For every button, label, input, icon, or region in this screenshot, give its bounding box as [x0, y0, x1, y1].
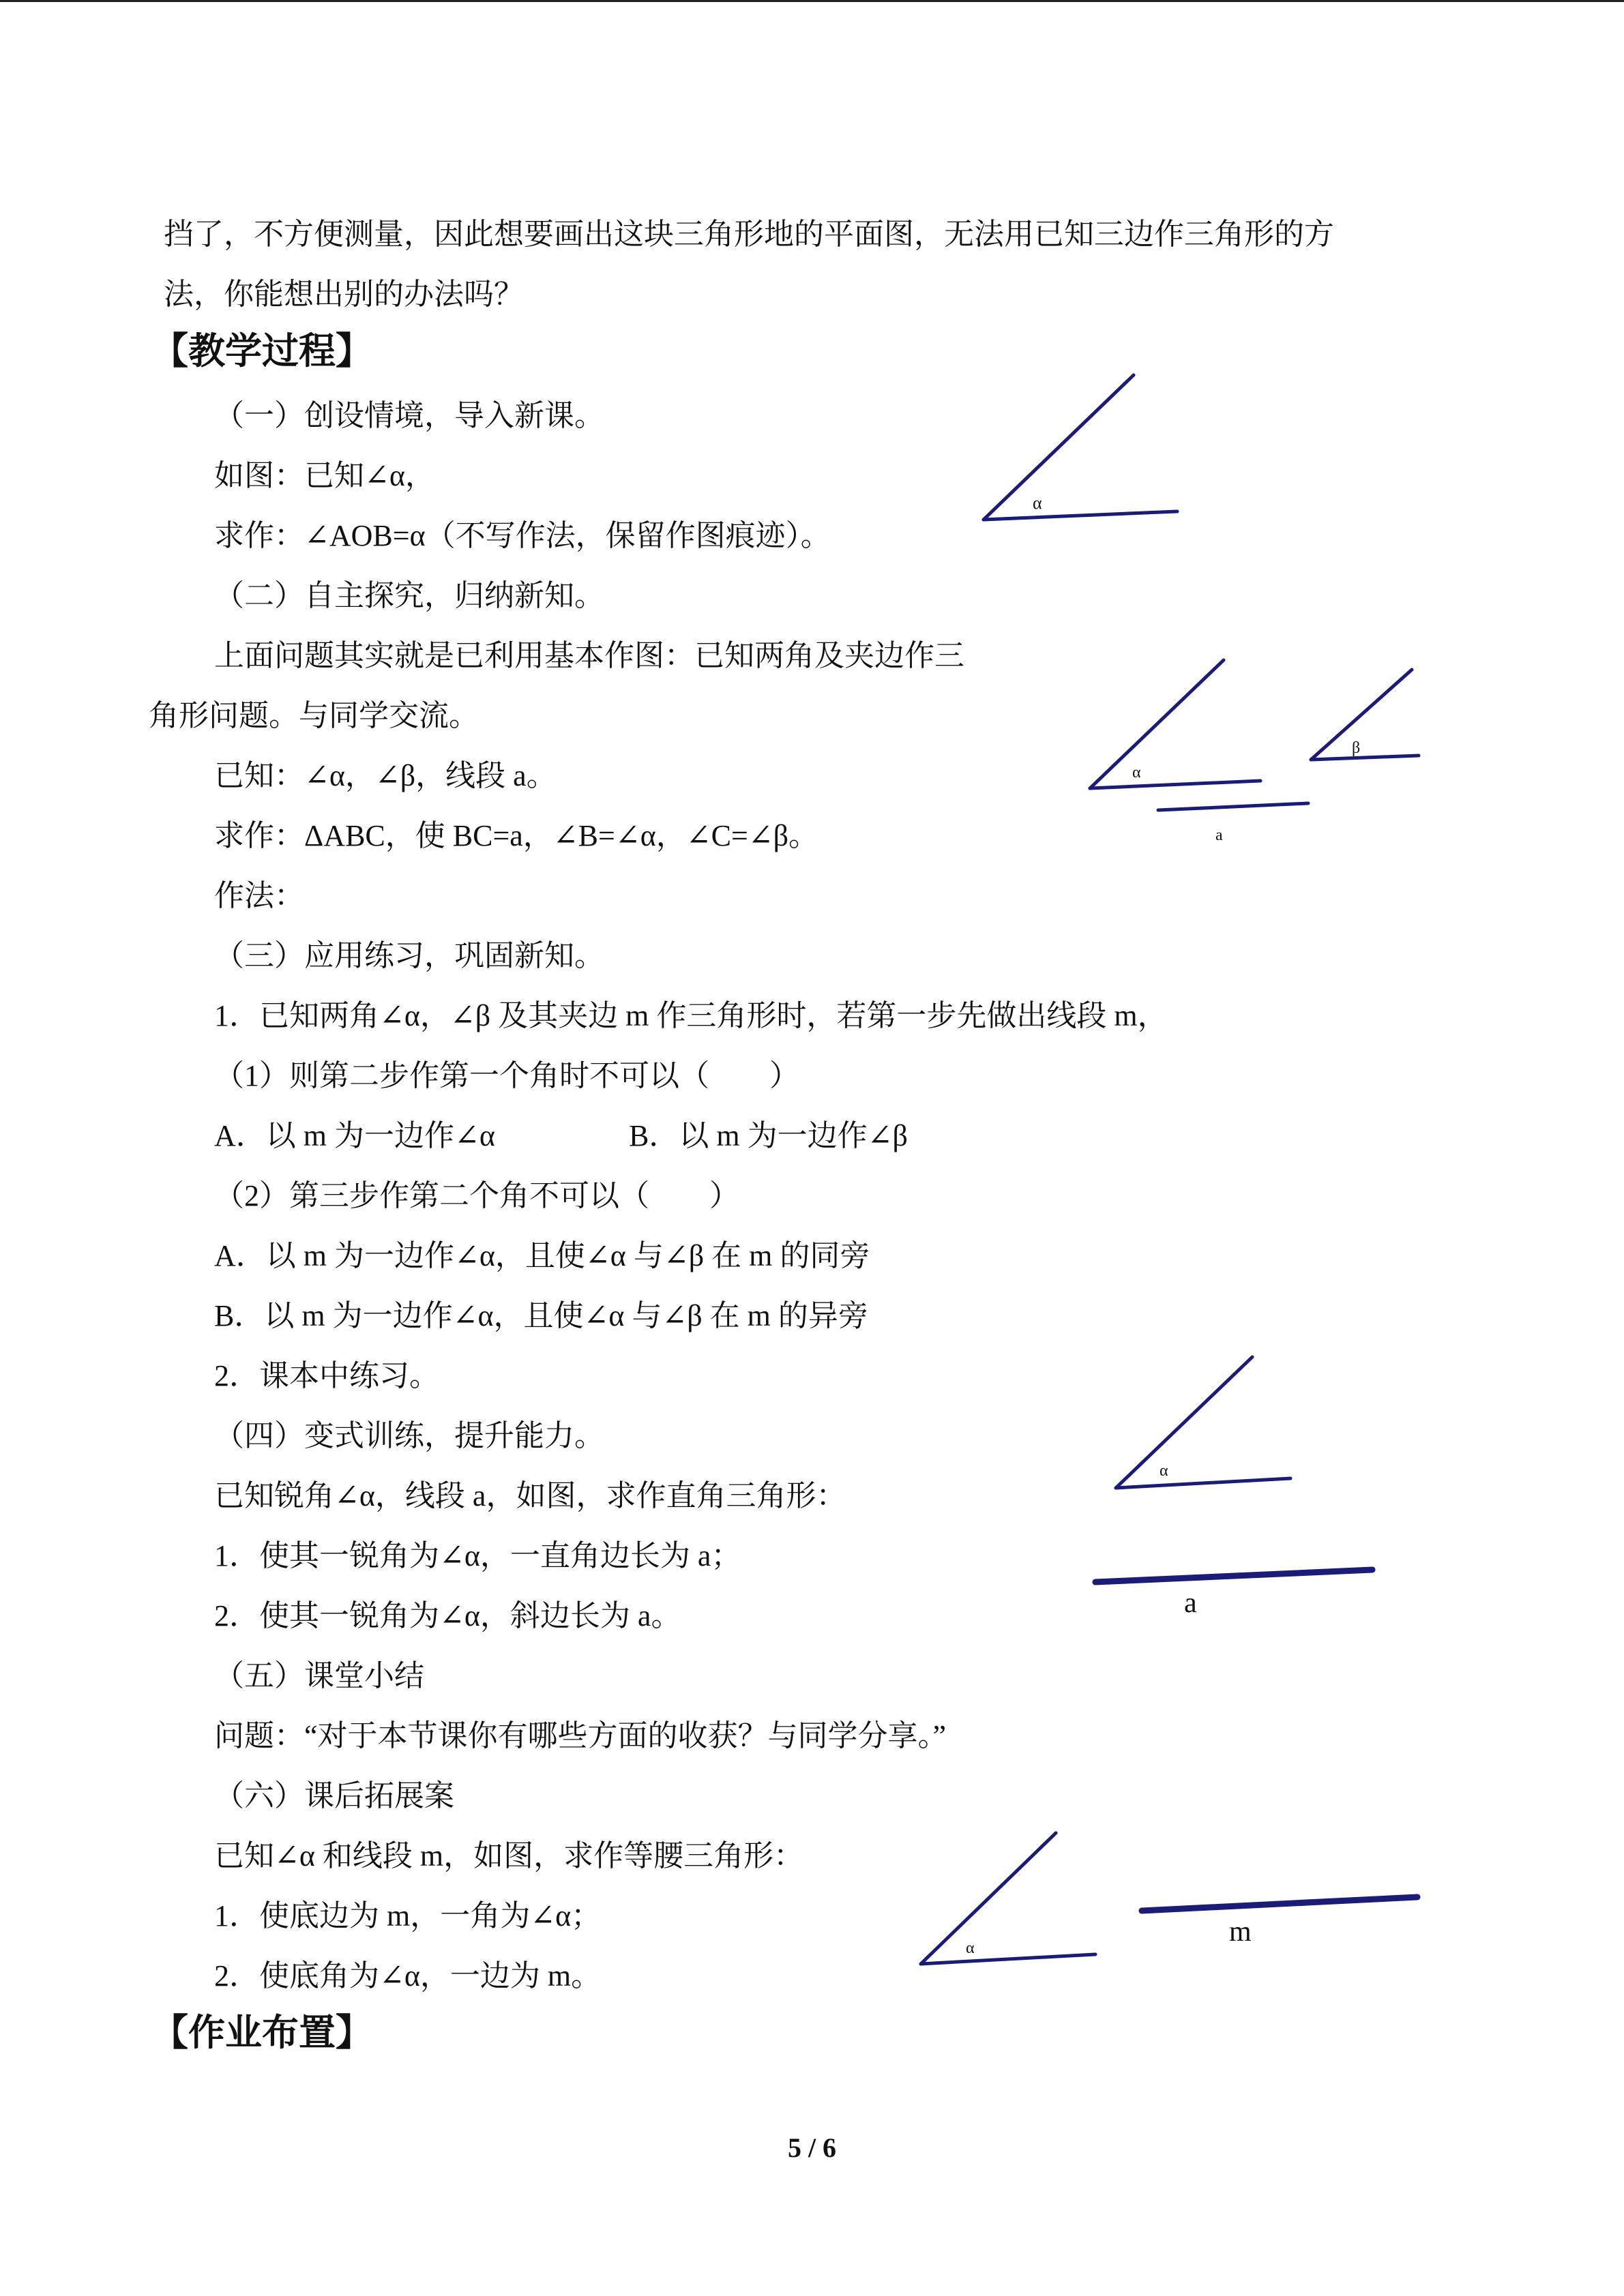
section6-item-2: 2．使底角为∠α，一边为 m。 — [214, 1959, 602, 1993]
heading-teaching-process: 【教学过程】 — [151, 329, 372, 372]
fig2-beta-label: β — [1352, 739, 1361, 757]
fig2-segment-a — [1158, 803, 1308, 810]
section5-question: 问题：“对于本节课你有哪些方面的收获？与同学分享。” — [214, 1719, 947, 1753]
section3-title: （三）应用练习，巩固新知。 — [214, 939, 604, 972]
fig2-beta-upper — [1311, 670, 1412, 760]
section3-question-1: 1．已知两角∠α，∠β 及其夹边 m 作三角形时，若第一步先做出线段 m， — [214, 999, 1168, 1032]
fig4-segment-label: m — [1229, 1916, 1252, 1948]
section2-title: （二）自主探究，归纳新知。 — [214, 579, 604, 612]
section5-title: （五）课堂小结 — [214, 1659, 424, 1693]
section2-task: 求作：ΔABC，使 BC=a，∠B=∠α，∠C=∠β。 — [214, 819, 819, 852]
figure-2 — [1090, 660, 1419, 810]
section2-given: 已知：∠α，∠β，线段 a。 — [214, 759, 557, 792]
fig1-ray-lower — [984, 511, 1177, 520]
option-1-b: B．以 m 为一边作∠β — [629, 1119, 908, 1152]
section1-given: 如图：已知∠α， — [214, 459, 435, 492]
section2-text-2: 角形问题。与同学交流。 — [149, 699, 479, 732]
section1-title: （一）创设情境，导入新课。 — [214, 399, 604, 432]
intro-line-2: 法，你能想出别的办法吗？ — [164, 278, 524, 311]
heading-homework: 【作业布置】 — [151, 2011, 372, 2054]
section6-given: 已知∠α 和线段 m，如图，求作等腰三角形： — [214, 1839, 804, 1873]
fig3-alpha-lower — [1116, 1478, 1290, 1488]
fig2-beta-lower — [1311, 756, 1419, 760]
section4-item-1: 1．使其一锐角为∠α，一直角边长为 a； — [214, 1539, 741, 1572]
fig2-alpha-lower — [1090, 781, 1260, 788]
section4-title: （四）变式训练，提升能力。 — [214, 1419, 604, 1452]
fig3-segment-label: a — [1184, 1587, 1197, 1619]
section4-item-2: 2．使其一锐角为∠α，斜边长为 a。 — [214, 1599, 681, 1632]
fig2-segment-label: a — [1215, 826, 1223, 844]
section4-given: 已知锐角∠α，线段 a，如图，求作直角三角形： — [214, 1479, 846, 1512]
section6-title: （六）课后拓展案 — [214, 1779, 454, 1813]
figure-4 — [921, 1833, 1417, 1964]
fig4-alpha-upper — [921, 1833, 1056, 1964]
section2-text-1: 上面问题其实就是已利用基本作图：已知两角及夹边作三 — [214, 639, 964, 672]
section3-question-1-part-2: （2）第三步作第二个角不可以（ ） — [214, 1179, 739, 1212]
option-2-a: A．以 m 为一边作∠α，且使∠α 与∠β 在 m 的同旁 — [214, 1239, 870, 1272]
option-2-b: B．以 m 为一边作∠α，且使∠α 与∠β 在 m 的异旁 — [214, 1299, 868, 1332]
fig3-alpha-label: α — [1160, 1462, 1168, 1480]
fig2-alpha-upper — [1090, 660, 1224, 788]
section1-task: 求作：∠AOB=α（不写作法，保留作图痕迹）。 — [214, 519, 831, 552]
fig1-ray-upper — [984, 375, 1134, 520]
fig1-alpha-label: α — [1033, 493, 1042, 513]
fig4-alpha-label: α — [966, 1939, 975, 1957]
section3-question-1-part-1: （1）则第二步作第一个角时不可以（ ） — [214, 1059, 799, 1092]
page-number: 5 / 6 — [787, 2132, 837, 2163]
section3-question-2: 2．课本中练习。 — [214, 1359, 439, 1392]
fig2-alpha-label: α — [1132, 764, 1141, 781]
intro-line-1: 挡了，不方便测量，因此想要画出这块三角形地的平面图，无法用已知三边作三角形的方 — [164, 218, 1334, 251]
fig3-segment-a — [1095, 1570, 1372, 1582]
figure-1 — [984, 375, 1177, 520]
option-1-a: A．以 m 为一边作∠α — [214, 1119, 495, 1152]
section6-item-1: 1．使底边为 m，一角为∠α； — [214, 1899, 602, 1933]
figure-3 — [1095, 1357, 1372, 1582]
fig3-alpha-upper — [1116, 1357, 1252, 1488]
fig4-alpha-lower — [921, 1954, 1095, 1964]
section2-method: 作法： — [214, 879, 304, 912]
fig4-segment-m — [1142, 1897, 1417, 1911]
